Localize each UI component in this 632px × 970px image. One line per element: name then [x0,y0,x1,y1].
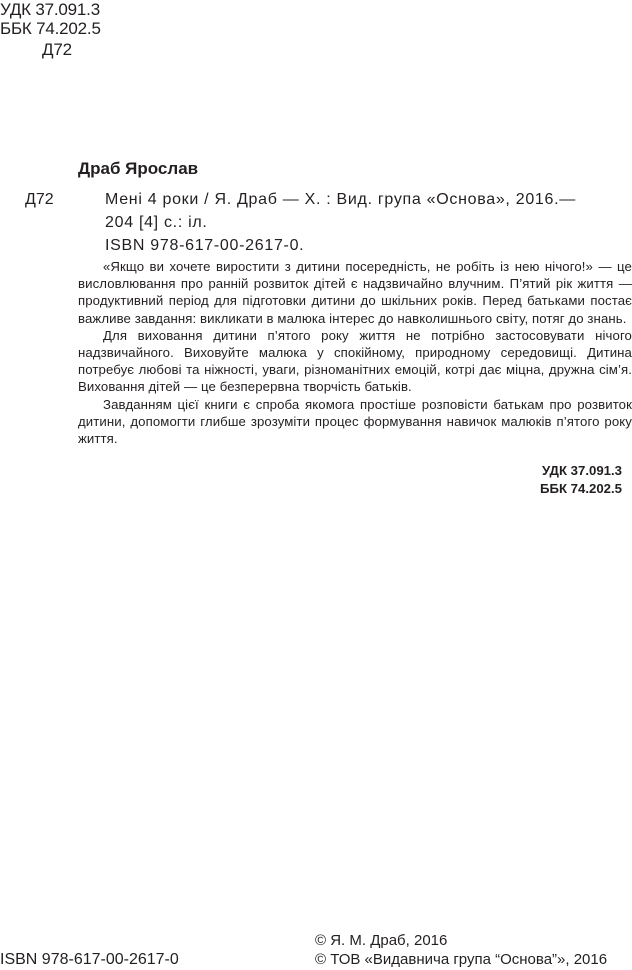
annotation-paragraph: Завданням цієї книги є спроба якомога простіше розповісти батькам про розвиток дитини, допомогти глибше зрозуміти процес формування навичок малюків п’ятого року життя. [78,396,632,447]
bib-title-line: Мені 4 роки / Я. Драб — Х. : Вид. група «Основа», 2016.— [105,191,576,208]
annotation [78,258,632,447]
annotation-paragraph: Для виховання дитини п’ятого року життя не потрібно застосовувати нічого надзвичайного. Виховуйте малюка у спокійному, природному середовищі. Дитина потребує любові та ніжності, уваги, різноманітних емоцій, котрі дає міцна, дружна сім’я. Виховання дітей — це безперервна творчість батьків. [78,327,632,395]
author-sign: Д72 [42,40,72,59]
footer-isbn: ISBN 978-617-00-2617-0 [0,951,179,968]
udk-code-right: УДК 37.091.3 [542,463,622,478]
udk-code: УДК 37.091.3 [0,0,100,19]
bib-pages-line: 204 [4] с.: іл. [105,214,208,231]
author-heading: Драб Ярослав [78,159,199,178]
bbk-code-right: ББК 74.202.5 [539,481,622,496]
bbk-code: ББК 74.202.5 [0,19,101,38]
bib-isbn: ISBN 978-617-00-2617-0. [105,237,305,254]
copyright-author: © Я. М. Драб, 2016 [315,932,448,949]
copyright-publisher: © ТОВ «Видавнича група “Основа”», 2016 [315,951,608,968]
annotation-paragraph: «Якщо ви хочете виростити з дитини посередність, не робіть із нею нічого!» — це висловлювання про ранній розвиток дітей є надзвичайно влучним. П’ятий рік життя — продуктивний період для підготовки дитини до шкільних років. Перед батьками постає важливе завдання: викликати в малюка інтерес до навколишнього світу, потяг до знань. [78,259,632,326]
bib-author-sign: Д72 [25,191,54,208]
